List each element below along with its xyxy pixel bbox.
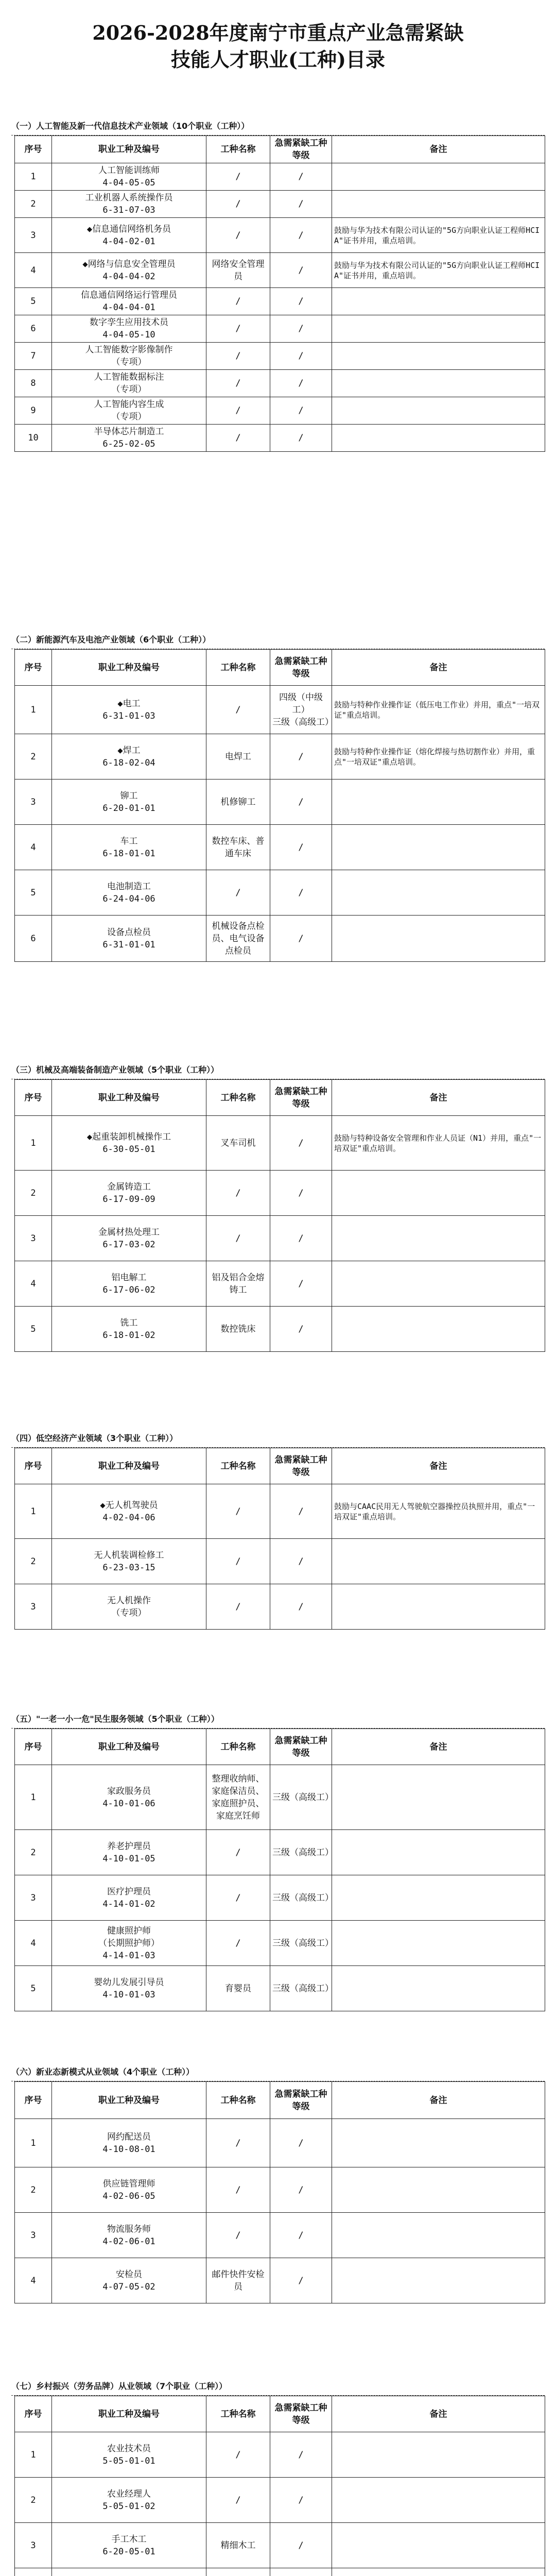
type-name: /	[206, 343, 270, 370]
type-name: /	[206, 288, 270, 315]
urgent-level: /	[270, 1116, 332, 1171]
row-number: 2	[15, 2167, 52, 2213]
remark	[332, 1966, 545, 2011]
remark	[332, 1765, 545, 1830]
type-name: /	[206, 1875, 270, 1921]
header-job: 职业工种及编号	[52, 2396, 206, 2432]
header-note: 备注	[332, 136, 545, 163]
remark	[332, 163, 545, 191]
header-no: 序号	[15, 2082, 52, 2119]
urgent-level: /	[270, 288, 332, 315]
table-header-row	[15, 650, 545, 686]
section-4	[11, 1430, 545, 1630]
urgent-level: /	[270, 315, 332, 343]
table-row	[15, 1966, 545, 2011]
row-number: 8	[15, 370, 52, 397]
header-level: 急需紧缺工种等级	[270, 2396, 332, 2432]
job-name-code: 设备点检员 6-31-01-01	[52, 916, 206, 962]
job-name-code: ◆网络与信息安全管理员 4-04-04-02	[52, 253, 206, 288]
job-name-code: 供应链管理师 4-02-06-05	[52, 2167, 206, 2213]
remark: 鼓励与CAAC民用无人驾驶航空器操控员执照并用，重点"一培双证"重点培训。	[332, 1484, 545, 1539]
urgent-level: /	[270, 2258, 332, 2303]
urgent-level: /	[270, 1171, 332, 1216]
header-job: 职业工种及编号	[52, 1080, 206, 1116]
header-type: 工种名称	[206, 136, 270, 163]
header-level: 急需紧缺工种等级	[270, 650, 332, 686]
urgent-level: /	[270, 253, 332, 288]
table-row	[15, 2568, 545, 2576]
urgent-level	[270, 2568, 332, 2576]
job-name-code: 人工智能数字影像制作 （专项）	[52, 343, 206, 370]
header-job: 职业工种及编号	[52, 1729, 206, 1765]
job-name-code: 金属材热处理工 6-17-03-02	[52, 1216, 206, 1261]
remark	[332, 825, 545, 870]
type-name: /	[206, 1216, 270, 1261]
urgent-level: 三级（高级工）	[270, 1830, 332, 1875]
remark	[332, 315, 545, 343]
row-number: 2	[15, 2478, 52, 2523]
table-row	[15, 343, 545, 370]
remark	[332, 2167, 545, 2213]
header-job: 职业工种及编号	[52, 1448, 206, 1484]
job-name-code: 家政服务员 4-10-01-06	[52, 1765, 206, 1830]
urgent-level: /	[270, 1584, 332, 1630]
urgent-level: /	[270, 916, 332, 962]
header-level: 急需紧缺工种等级	[270, 1448, 332, 1484]
type-name: 机械设备点检员、电气设备点检员	[206, 916, 270, 962]
job-table	[14, 2081, 545, 2303]
table-row	[15, 1539, 545, 1584]
table-row	[15, 1584, 545, 1630]
table-row	[15, 397, 545, 425]
section-heading: （七）乡村振兴（劳务品牌）从业领域（7个职业（工种））	[11, 2378, 545, 2396]
section-heading: （二）新能源汽车及电池产业领域（6个职业（工种））	[11, 631, 545, 649]
job-name-code: 人工智能训练师 4-04-05-05	[52, 163, 206, 191]
type-name: /	[206, 1484, 270, 1539]
remark: 鼓励与特种作业操作证（低压电工作业）并用，重点"一培双证"重点培训。	[332, 686, 545, 734]
remark	[332, 1830, 545, 1875]
type-name: 电焊工	[206, 734, 270, 779]
urgent-level: /	[270, 779, 332, 825]
header-level: 急需紧缺工种等级	[270, 2082, 332, 2119]
job-table	[14, 1448, 545, 1630]
urgent-level: /	[270, 163, 332, 191]
table-row	[15, 734, 545, 779]
header-type: 工种名称	[206, 2082, 270, 2119]
urgent-level: /	[270, 370, 332, 397]
row-number: 1	[15, 1116, 52, 1171]
job-name-code: 工业机器人系统操作员 6-31-07-03	[52, 191, 206, 218]
section-heading: （六）新业态新模式从业领域（4个职业（工种））	[11, 2063, 545, 2081]
job-name-code: ◆无人机驾驶员 4-02-04-06	[52, 1484, 206, 1539]
remark	[332, 1875, 545, 1921]
type-name: /	[206, 191, 270, 218]
header-no: 序号	[15, 650, 52, 686]
urgent-level: 三级（高级工）	[270, 1966, 332, 2011]
row-number: 1	[15, 2432, 52, 2478]
table-row	[15, 191, 545, 218]
row-number: 6	[15, 315, 52, 343]
row-number: 10	[15, 425, 52, 452]
remark	[332, 343, 545, 370]
remark	[332, 2568, 545, 2576]
type-name: /	[206, 315, 270, 343]
urgent-level: /	[270, 343, 332, 370]
table-row	[15, 370, 545, 397]
urgent-level: /	[270, 2523, 332, 2568]
remark	[332, 2432, 545, 2478]
urgent-level: /	[270, 1261, 332, 1307]
header-type: 工种名称	[206, 1448, 270, 1484]
job-name-code: 铝电解工 6-17-06-02	[52, 1261, 206, 1307]
header-note: 备注	[332, 1080, 545, 1116]
type-name: 整理收纳师、家庭保洁员、家庭照护员、家庭烹饪师	[206, 1765, 270, 1830]
remark	[332, 2213, 545, 2258]
table-row	[15, 2258, 545, 2303]
table-header-row	[15, 1448, 545, 1484]
section-6	[11, 2063, 545, 2303]
row-number: 1	[15, 163, 52, 191]
table-header-row	[15, 1729, 545, 1765]
urgent-level: /	[270, 2213, 332, 2258]
table-row	[15, 253, 545, 288]
row-number: 3	[15, 1875, 52, 1921]
remark	[332, 779, 545, 825]
table-row	[15, 686, 545, 734]
table-row	[15, 1116, 545, 1171]
table-header-row	[15, 1080, 545, 1116]
row-number: 5	[15, 288, 52, 315]
row-number: 2	[15, 1171, 52, 1216]
header-type: 工种名称	[206, 1729, 270, 1765]
type-name: 网络安全管理员	[206, 253, 270, 288]
header-type: 工种名称	[206, 1080, 270, 1116]
section-1	[11, 117, 545, 452]
table-row	[15, 425, 545, 452]
type-name: 精细木工	[206, 2523, 270, 2568]
row-number: 7	[15, 343, 52, 370]
header-no: 序号	[15, 1729, 52, 1765]
remark: 鼓励与华为技术有限公司认证的"5G方向职业认证工程师HCIA"证书并用，重点培训。	[332, 253, 545, 288]
job-name-code: 物流服务师 4-02-06-01	[52, 2213, 206, 2258]
table-row	[15, 2119, 545, 2167]
section-5	[11, 1710, 545, 2011]
urgent-level: /	[270, 191, 332, 218]
row-number: 1	[15, 1484, 52, 1539]
row-number	[15, 2568, 52, 2576]
urgent-level: 三级（高级工）	[270, 1875, 332, 1921]
type-name: /	[206, 218, 270, 253]
urgent-level: /	[270, 2478, 332, 2523]
urgent-level: /	[270, 1484, 332, 1539]
job-table	[14, 135, 545, 452]
page-title: 2026-2028年度南宁市重点产业急需紧缺	[92, 21, 464, 44]
job-name-code: 农业技术员 5-05-01-01	[52, 2432, 206, 2478]
job-table	[14, 649, 545, 962]
header-job: 职业工种及编号	[52, 2082, 206, 2119]
section-heading: （三）机械及高端装备制造产业领域（5个职业（工种））	[11, 1061, 545, 1079]
remark: 鼓励与华为技术有限公司认证的"5G方向职业认证工程师HCIA"证书并用，重点培训。	[332, 218, 545, 253]
remark	[332, 1584, 545, 1630]
table-row	[15, 870, 545, 916]
table-row	[15, 2523, 545, 2568]
remark	[332, 1216, 545, 1261]
page-subtitle: 技能人才职业(工种)目录	[171, 48, 385, 71]
table-header-row	[15, 136, 545, 163]
remark	[332, 288, 545, 315]
header-level: 急需紧缺工种等级	[270, 1080, 332, 1116]
table-row	[15, 1921, 545, 1966]
remark	[332, 870, 545, 916]
urgent-level: /	[270, 218, 332, 253]
job-name-code: ◆焊工 6-18-02-04	[52, 734, 206, 779]
job-name-code: ◆信息通信网络机务员 4-04-02-01	[52, 218, 206, 253]
table-row	[15, 1261, 545, 1307]
row-number: 4	[15, 253, 52, 288]
type-name	[206, 2568, 270, 2576]
urgent-level: /	[270, 825, 332, 870]
job-name-code: 安检员 4-07-05-02	[52, 2258, 206, 2303]
header-note: 备注	[332, 2082, 545, 2119]
table-row	[15, 1216, 545, 1261]
header-no: 序号	[15, 2396, 52, 2432]
job-name-code: 金属铸造工 6-17-09-09	[52, 1171, 206, 1216]
urgent-level: 三级（高级工）	[270, 1921, 332, 1966]
remark	[332, 916, 545, 962]
row-number: 3	[15, 1216, 52, 1261]
row-number: 2	[15, 734, 52, 779]
header-note: 备注	[332, 2396, 545, 2432]
row-number: 2	[15, 1830, 52, 1875]
job-name-code: 人工智能内容生成 （专项）	[52, 397, 206, 425]
remark	[332, 1921, 545, 1966]
table-row	[15, 218, 545, 253]
type-name: /	[206, 2213, 270, 2258]
type-name: 数控铣床	[206, 1307, 270, 1352]
row-number: 3	[15, 2213, 52, 2258]
row-number: 3	[15, 779, 52, 825]
type-name: /	[206, 1171, 270, 1216]
remark	[332, 2478, 545, 2523]
type-name: 邮件快件安检员	[206, 2258, 270, 2303]
job-name-code: 车工 6-18-01-01	[52, 825, 206, 870]
row-number: 6	[15, 916, 52, 962]
type-name: /	[206, 870, 270, 916]
urgent-level: /	[270, 1539, 332, 1584]
remark	[332, 191, 545, 218]
table-row	[15, 315, 545, 343]
row-number: 1	[15, 2119, 52, 2167]
row-number: 2	[15, 191, 52, 218]
section-2	[11, 631, 545, 962]
urgent-level: /	[270, 397, 332, 425]
job-name-code: 无人机操作 （专项）	[52, 1584, 206, 1630]
urgent-level: 四级（中级工） 三级（高级工）	[270, 686, 332, 734]
type-name: /	[206, 1584, 270, 1630]
table-row	[15, 163, 545, 191]
row-number: 9	[15, 397, 52, 425]
job-name-code: 无人机装调检修工 6-23-03-15	[52, 1539, 206, 1584]
job-name-code: 人工智能数据标注 （专项）	[52, 370, 206, 397]
job-name-code: 半导体芯片制造工 6-25-02-05	[52, 425, 206, 452]
type-name: 数控车床、普通车床	[206, 825, 270, 870]
type-name: /	[206, 425, 270, 452]
urgent-level: /	[270, 870, 332, 916]
job-table	[14, 2396, 545, 2576]
type-name: /	[206, 1921, 270, 1966]
type-name: /	[206, 397, 270, 425]
table-row	[15, 2478, 545, 2523]
remark	[332, 397, 545, 425]
table-row	[15, 779, 545, 825]
header-no: 序号	[15, 136, 52, 163]
row-number: 3	[15, 2523, 52, 2568]
row-number: 5	[15, 1966, 52, 2011]
urgent-level: /	[270, 2432, 332, 2478]
job-table	[14, 1079, 545, 1352]
remark	[332, 1261, 545, 1307]
row-number: 1	[15, 1765, 52, 1830]
row-number: 4	[15, 1261, 52, 1307]
job-name-code: 健康照护师 （长期照护师） 4-14-01-03	[52, 1921, 206, 1966]
remark: 鼓励与特种作业操作证（熔化焊接与热切割作业）并用，重点"一培双证"重点培训。	[332, 734, 545, 779]
section-heading: （一）人工智能及新一代信息技术产业领域（10个职业（工种））	[11, 117, 545, 135]
header-note: 备注	[332, 1729, 545, 1765]
job-name-code: 婴幼儿发展引导员 4-10-01-03	[52, 1966, 206, 2011]
section-heading: （五）"一老一小一危"民生服务领域（5个职业（工种））	[11, 1710, 545, 1728]
table-row	[15, 2432, 545, 2478]
job-name-code: 网约配送员 4-10-08-01	[52, 2119, 206, 2167]
table-row	[15, 1830, 545, 1875]
urgent-level: /	[270, 1216, 332, 1261]
section-7	[11, 2378, 545, 2576]
row-number: 5	[15, 870, 52, 916]
job-name-code: 信息通信网络运行管理员 4-04-04-01	[52, 288, 206, 315]
job-name-code: 养老护理员 4-10-01-05	[52, 1830, 206, 1875]
header-no: 序号	[15, 1080, 52, 1116]
job-name-code: ◆电工 6-31-01-03	[52, 686, 206, 734]
table-row	[15, 2213, 545, 2258]
job-name-code: 数字孪生应用技术员 4-04-05-10	[52, 315, 206, 343]
type-name: 叉车司机	[206, 1116, 270, 1171]
remark	[332, 1539, 545, 1584]
section-heading: （四）低空经济产业领域（3个职业（工种））	[11, 1430, 545, 1448]
job-name-code: 农业经理人 5-05-01-02	[52, 2478, 206, 2523]
remark	[332, 2258, 545, 2303]
table-row	[15, 1307, 545, 1352]
header-level: 急需紧缺工种等级	[270, 1729, 332, 1765]
urgent-level: /	[270, 425, 332, 452]
header-job: 职业工种及编号	[52, 650, 206, 686]
table-row	[15, 916, 545, 962]
header-type: 工种名称	[206, 2396, 270, 2432]
type-name: /	[206, 2167, 270, 2213]
row-number: 4	[15, 2258, 52, 2303]
job-name-code	[52, 2568, 206, 2576]
row-number: 4	[15, 825, 52, 870]
remark	[332, 1171, 545, 1216]
row-number: 1	[15, 686, 52, 734]
remark	[332, 425, 545, 452]
row-number: 4	[15, 1921, 52, 1966]
job-table	[14, 1728, 545, 2011]
table-header-row	[15, 2396, 545, 2432]
type-name: /	[206, 1830, 270, 1875]
type-name: /	[206, 370, 270, 397]
table-row	[15, 288, 545, 315]
type-name: 机修铆工	[206, 779, 270, 825]
job-name-code: 电池制造工 6-24-04-06	[52, 870, 206, 916]
table-header-row	[15, 2082, 545, 2119]
header-job: 职业工种及编号	[52, 136, 206, 163]
header-no: 序号	[15, 1448, 52, 1484]
type-name: /	[206, 686, 270, 734]
type-name: /	[206, 2119, 270, 2167]
row-number: 5	[15, 1307, 52, 1352]
type-name: /	[206, 2478, 270, 2523]
remark	[332, 1307, 545, 1352]
urgent-level: /	[270, 2119, 332, 2167]
title-block	[0, 20, 556, 73]
header-note: 备注	[332, 1448, 545, 1484]
table-row	[15, 2167, 545, 2213]
section-3	[11, 1061, 545, 1352]
type-name: 铝及铝合金熔铸工	[206, 1261, 270, 1307]
table-row	[15, 1484, 545, 1539]
remark: 鼓励与特种设备安全管理和作业人员证（N1）并用，重点"一培双证"重点培训。	[332, 1116, 545, 1171]
job-name-code: 手工木工 6-20-05-01	[52, 2523, 206, 2568]
urgent-level: /	[270, 2167, 332, 2213]
remark	[332, 370, 545, 397]
row-number: 3	[15, 1584, 52, 1630]
header-note: 备注	[332, 650, 545, 686]
job-name-code: 铆工 6-20-01-01	[52, 779, 206, 825]
table-row	[15, 1765, 545, 1830]
header-level: 急需紧缺工种等级	[270, 136, 332, 163]
job-name-code: 铣工 6-18-01-02	[52, 1307, 206, 1352]
urgent-level: 三级（高级工）	[270, 1765, 332, 1830]
type-name: 育婴员	[206, 1966, 270, 2011]
header-type: 工种名称	[206, 650, 270, 686]
remark	[332, 2523, 545, 2568]
type-name: /	[206, 2432, 270, 2478]
table-row	[15, 1171, 545, 1216]
table-row	[15, 1875, 545, 1921]
job-name-code: 医疗护理员 4-14-01-02	[52, 1875, 206, 1921]
table-row	[15, 825, 545, 870]
type-name: /	[206, 1539, 270, 1584]
urgent-level: /	[270, 734, 332, 779]
job-name-code: ◆起重装卸机械操作工 6-30-05-01	[52, 1116, 206, 1171]
urgent-level: /	[270, 1307, 332, 1352]
remark	[332, 2119, 545, 2167]
row-number: 3	[15, 218, 52, 253]
type-name: /	[206, 163, 270, 191]
row-number: 2	[15, 1539, 52, 1584]
